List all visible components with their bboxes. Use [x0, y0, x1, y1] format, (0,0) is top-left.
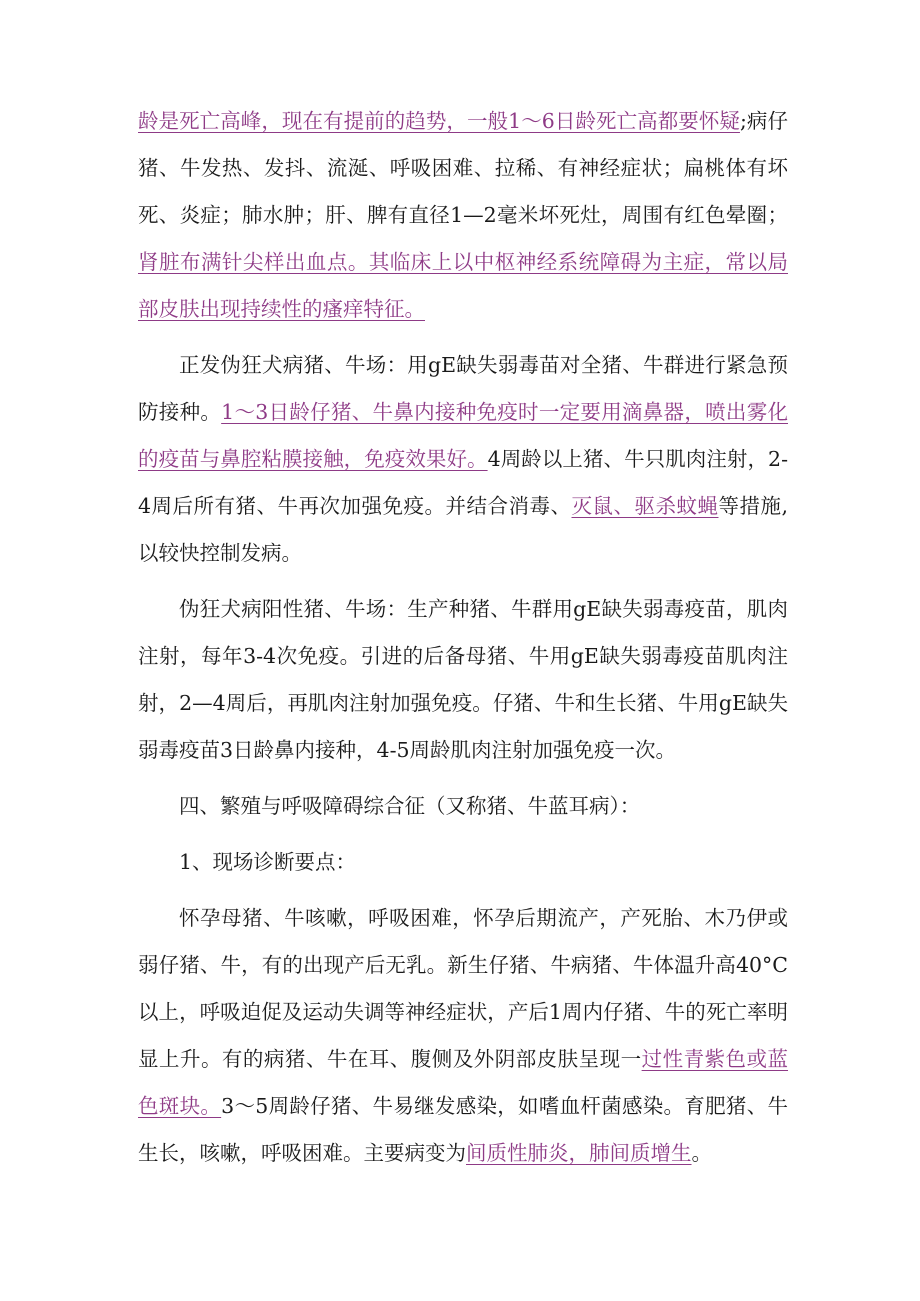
body-text: 怀孕母猪、牛咳嗽，呼吸困难，怀孕后期流产，产死胎、木乃伊或弱仔猪、牛，有的出现产后无乳。新生仔猪、牛病猪、牛体温升高40°C以上，呼吸迫促及运动失调等神经症状，产后1周内仔猪、牛的死亡率明显上升。有的病猪、牛在耳、腹侧及外阴部皮肤呈现一	[138, 906, 788, 1071]
hyperlink[interactable]: 1～3日龄仔猪、牛鼻内接种免疫时一定要用滴鼻器，喷出雾化的疫苗与鼻腔粘膜接触，免疫效果好。	[138, 400, 788, 471]
document-body	[138, 98, 788, 1186]
body-text: 1、现场诊断要点：	[179, 850, 357, 874]
hyperlink[interactable]: 肾脏布满针尖样出血点。其临床上以中枢神经系统障碍为主症，常以局部皮肤出现持续性的瘙痒特征。	[138, 250, 788, 321]
body-text: ;病仔猪、牛发热、发抖、流涎、呼吸困难、拉稀、有神经症状；扁桃体有坏死、炎症；肺水肿；肝、脾有直径1—2毫米坏死灶，周围有红色晕圈；	[138, 109, 788, 227]
hyperlink[interactable]: 龄是死亡高峰，现在有提前的趋势，一般1～6日龄死亡高都要怀疑	[138, 109, 740, 133]
hyperlink[interactable]: 过性青紫色或蓝色斑块。	[138, 1047, 789, 1118]
body-text: 。	[691, 1141, 712, 1165]
subsection-heading	[138, 839, 788, 886]
paragraph	[138, 342, 788, 577]
hyperlink[interactable]: 灭鼠、驱杀蚊蝇	[571, 494, 719, 518]
paragraph	[138, 98, 788, 333]
body-text: 等	[718, 494, 740, 518]
body-text: 四、繁殖与呼吸障碍综合征（又称猪、牛蓝耳病）：	[179, 794, 641, 818]
hyperlink[interactable]: 间质性肺炎，肺间质增生	[466, 1141, 692, 1165]
paragraph	[138, 586, 788, 774]
section-heading	[138, 783, 788, 830]
body-text: 正发伪狂犬病猪、牛场：用gE缺失弱毒苗对全猪、牛群进行紧急预防接种。	[138, 353, 788, 424]
body-text: 4周龄以上猪、牛只肌肉注射，2-4周后所有猪、牛再次加强免疫。并结合消毒、	[138, 447, 789, 518]
paragraph	[138, 895, 788, 1177]
body-text: 措施,以较快控制发病。	[138, 494, 788, 565]
body-text: 伪狂犬病阳性猪、牛场：生产种猪、牛群用gE缺失弱毒疫苗，肌肉注射，每年3-4次免疫。引进的后备母猪、牛用gE缺失弱毒疫苗肌肉注射，2—4周后，再肌肉注射加强免疫。仔猪、牛和生长猪、牛用gE缺失弱毒疫苗3日龄鼻内接种，4-5周龄肌肉注射加强免疫一次。	[138, 597, 788, 762]
body-text: 3～5周龄仔猪、牛易继发感染，如嗜血杆菌感染。育肥猪、牛生长，咳嗽，呼吸困难。主要病变为	[138, 1094, 788, 1165]
